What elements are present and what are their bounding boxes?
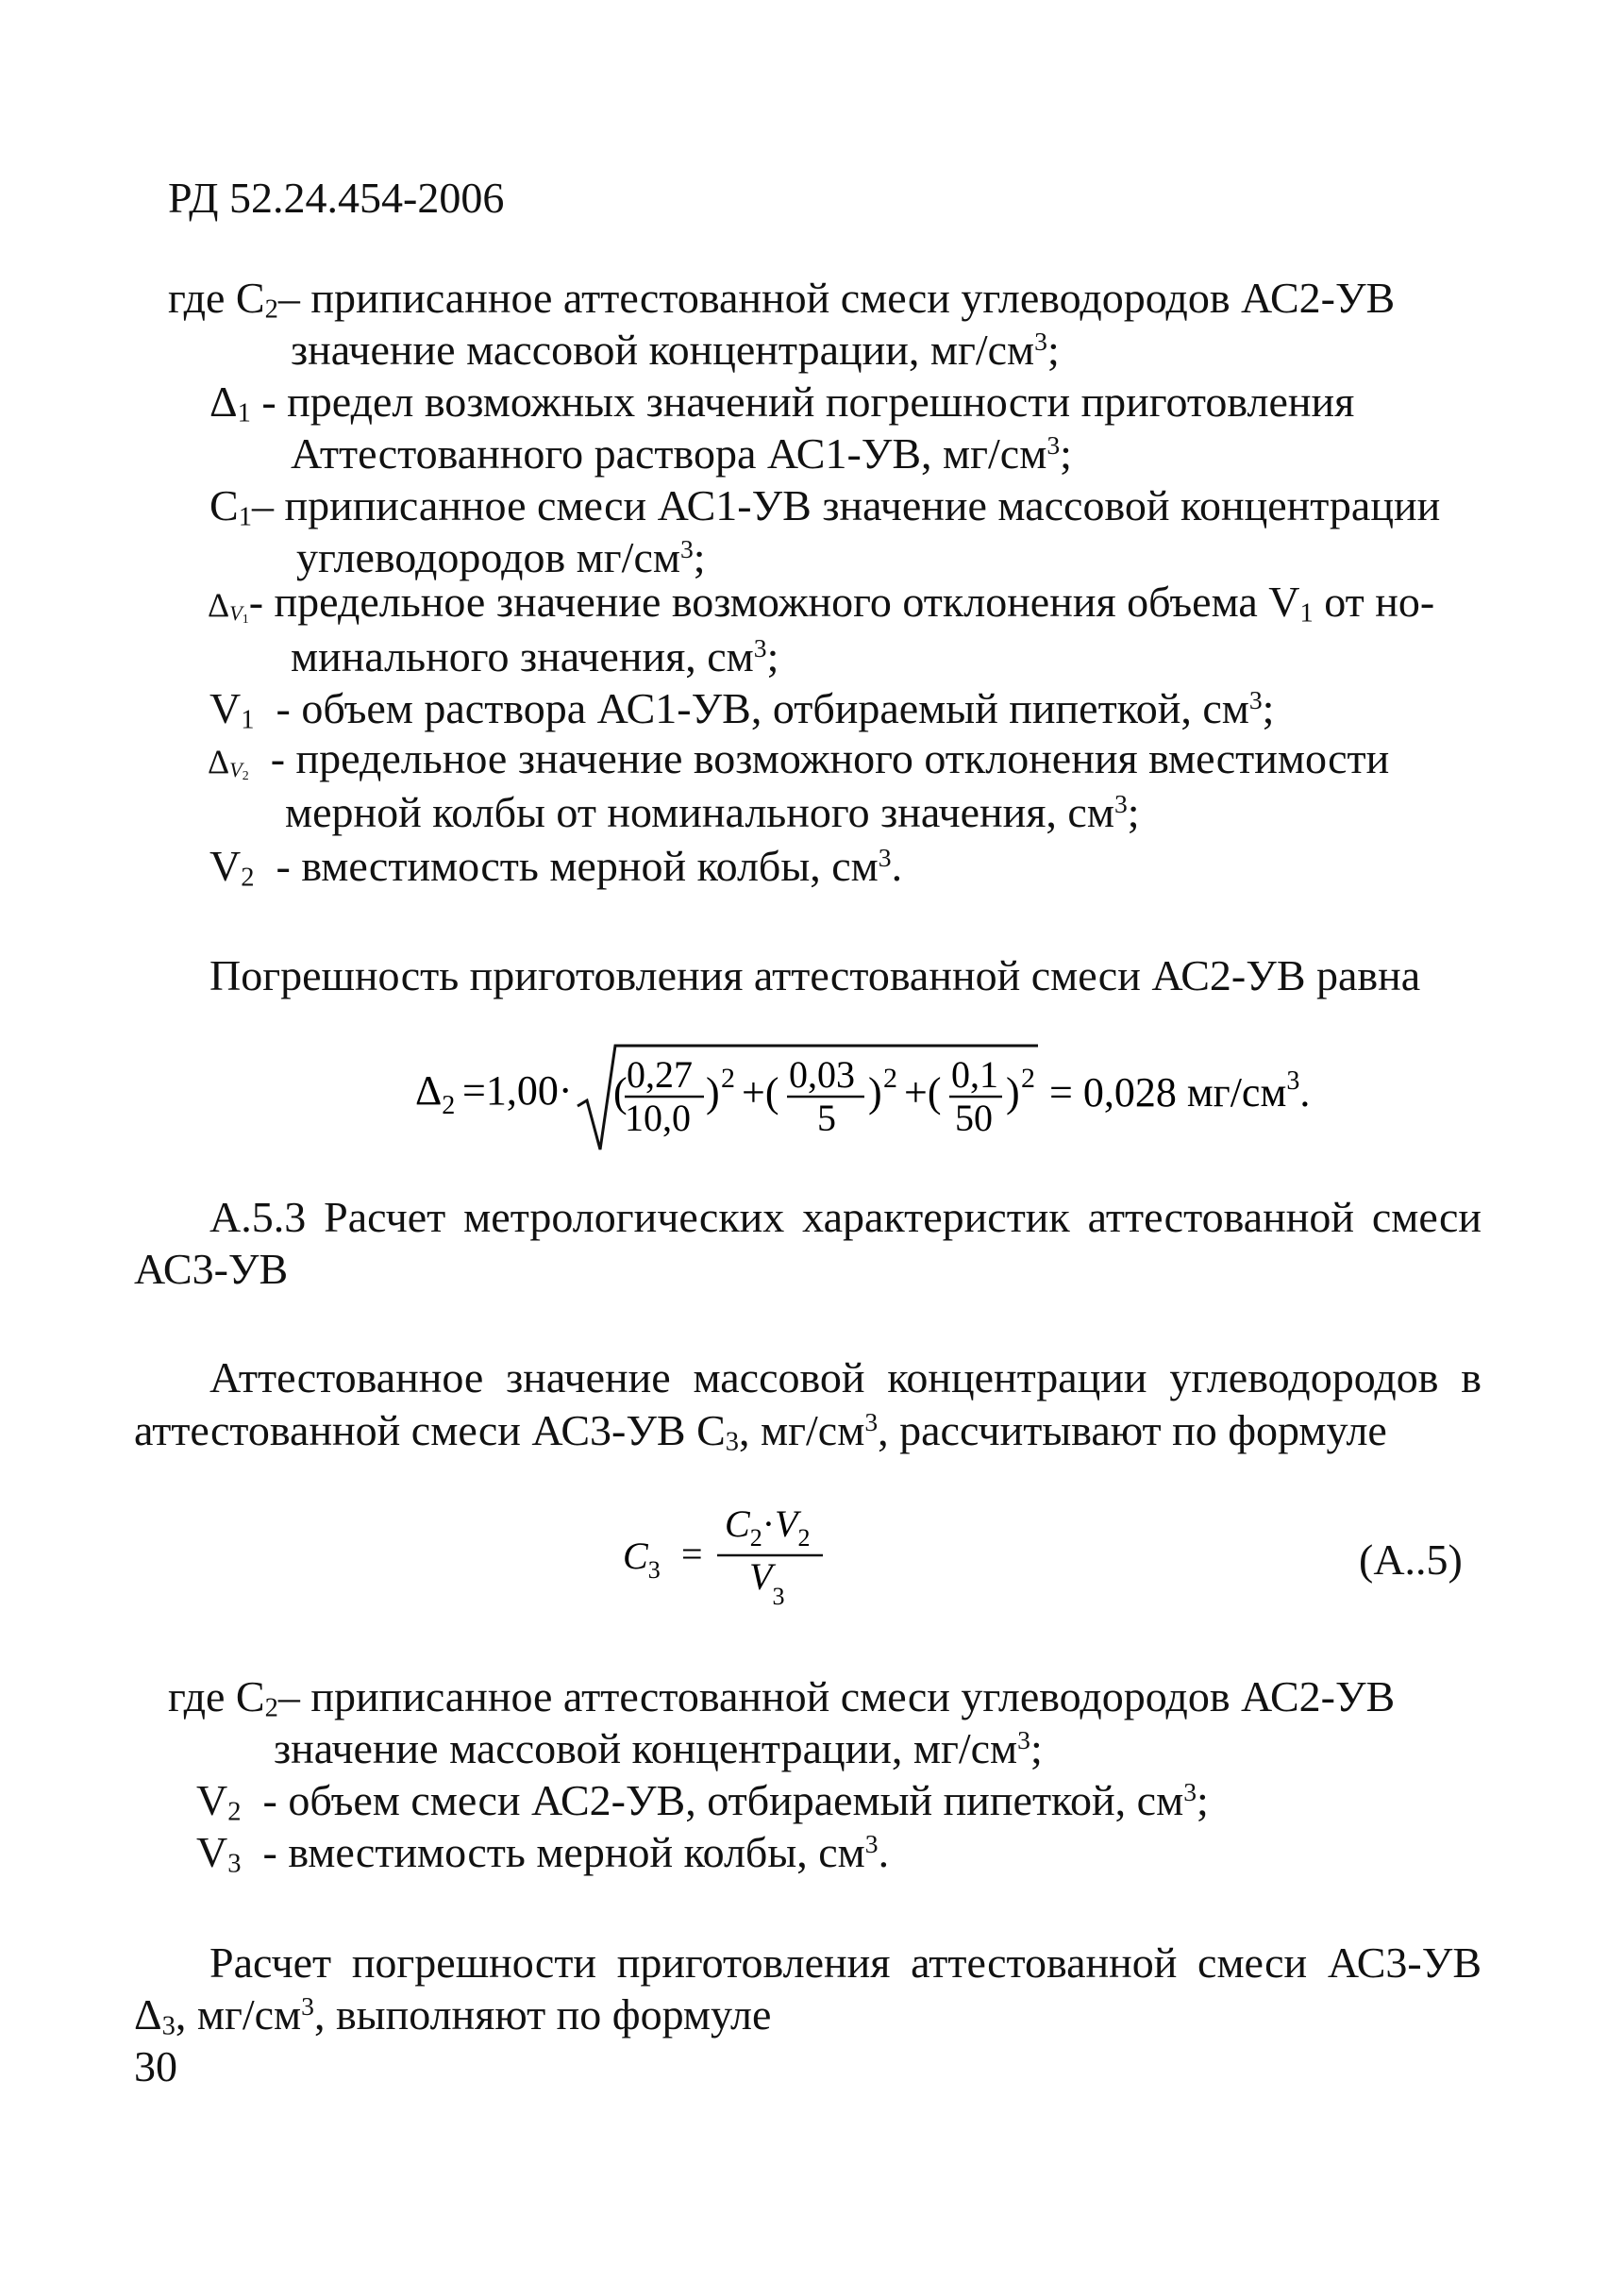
svg-text:+(: +(	[904, 1069, 942, 1116]
definition-delta-v2	[208, 732, 1389, 788]
term3-num: 0,1	[951, 1053, 998, 1096]
paragraph-c3-1: Аттестованное значение массовой концентрации углеводородов в	[209, 1353, 1482, 1401]
c1-symbol: $C_1$	[209, 481, 252, 532]
definition-v2	[209, 840, 902, 893]
v2-symbol: $V_2$	[209, 842, 255, 893]
delta-v2-symbol: $\Delta_{V_2}$	[208, 743, 249, 783]
term1-power: 2	[721, 1063, 735, 1094]
c2-symbol: $C_2$	[235, 274, 278, 325]
formula-c3-numerator: $C_2\cdot V_2$	[725, 1502, 811, 1552]
document-code: РД 52.24.454-2006	[168, 174, 505, 222]
c2-desc2-1: – приписанное аттестованной смеси углеводородов АС2-УВ	[277, 1672, 1396, 1720]
delta-v1-desc-2: минального значения, $см^3$;	[291, 632, 779, 680]
paragraph-error-a3-2: $\Delta_3$, $мг/см^3$, выполняют по формуле	[134, 1990, 772, 2041]
c2-symbol-2: $C_2$	[235, 1672, 278, 1723]
term1-den: 10,0	[625, 1097, 691, 1139]
paragraph-error-a2: Погрешность приготовления аттестованной смеси АС2-УВ равна	[209, 951, 1421, 999]
delta1-symbol: $\Delta_1$	[209, 378, 251, 428]
c2-desc-2: значение массовой концентрации, $мг/см^3$;	[291, 326, 1060, 374]
delta-v2-desc-2: мерной колбы от номинального значения, $см^3$;	[285, 788, 1140, 836]
c2-desc-1: – приписанное аттестованной смеси углеводородов АС2-УВ	[277, 274, 1396, 322]
term2-num: 0,03	[789, 1053, 855, 1096]
term3-den: 50	[955, 1097, 993, 1139]
svg-text:): )	[868, 1069, 882, 1116]
v2-symbol-2: $V_2$	[196, 1776, 242, 1827]
v2-desc-2: - объем смеси АС2-УВ, отбираемый пипеткой, $см^3$;	[262, 1776, 1209, 1824]
equation-number: (А..5)	[1359, 1535, 1463, 1584]
svg-text:): )	[706, 1069, 720, 1116]
where-label: где	[168, 274, 226, 322]
definition-v1	[209, 682, 1274, 735]
v1-desc: - объем раствора АС1-УВ, отбираемый пипеткой, $см^3$;	[276, 684, 1275, 732]
delta1-desc-2: Аттестованного раствора АС1-УВ, $мг/см^3$;	[291, 429, 1072, 478]
where-label-2: где	[168, 1672, 226, 1720]
page-number: 30	[134, 2042, 177, 2090]
delta-v1-desc-1: - предельное значение возможного отклонения объема $V_1$ от но-	[248, 578, 1435, 629]
definition2-v3	[196, 1826, 889, 1879]
formula-c3-eq: =	[681, 1533, 703, 1575]
definition-delta-v1	[208, 576, 1434, 631]
c1-desc-1: – приписанное смеси АС1-УВ значение массовой концентрации	[251, 481, 1441, 529]
term2-den: 5	[817, 1097, 836, 1139]
formula-delta2-result: = 0,028 $мг/см^3$.	[1049, 1066, 1311, 1116]
formula-c3-denominator: $V_3$	[749, 1555, 785, 1610]
definition2-c2	[168, 1670, 1395, 1723]
v3-symbol: $V_3$	[196, 1828, 242, 1879]
formula-c3	[623, 1501, 868, 1623]
c1-desc-2: углеводородов $мг/см^3$;	[296, 533, 706, 581]
definition-delta1	[209, 376, 1354, 428]
formula-delta2-coef: =1,00·	[462, 1067, 573, 1114]
term3-power: 2	[1021, 1063, 1035, 1094]
paragraph-error-a3-1: Расчет погрешности приготовления аттестованной смеси АС3-УВ	[209, 1938, 1482, 1987]
term2-power: 2	[883, 1063, 897, 1094]
formula-delta2	[415, 1029, 1378, 1161]
definition-c1	[209, 479, 1440, 532]
svg-text:+(: +(	[742, 1069, 779, 1116]
c2-desc2-2: значение массовой концентрации, $мг/см^3$;	[274, 1724, 1043, 1772]
formula-delta2-lhs: $\Delta_2$	[415, 1067, 456, 1120]
definition2-v2	[196, 1774, 1209, 1827]
paragraph-c3-2: аттестованной смеси АС3-УВ $С_3$, $мг/см^3$, рассчитывают по формуле	[134, 1406, 1387, 1457]
svg-text:): )	[1006, 1069, 1020, 1116]
definition-c2	[168, 272, 1395, 325]
term1-num: 0,27	[627, 1053, 693, 1096]
v2-desc: - вместимость мерной колбы, $см^3$.	[276, 842, 903, 890]
section-a53-title-2: АС3-УВ	[134, 1245, 289, 1293]
delta-v1-symbol: $\Delta_{V_1}$	[208, 586, 249, 627]
v3-desc: - вместимость мерной колбы, $см^3$.	[262, 1828, 890, 1876]
formula-c3-lhs: $C_3$	[623, 1535, 661, 1584]
section-a53-title-1: А.5.3 Расчет метрологических характеристик аттестованной смеси	[209, 1193, 1482, 1241]
delta-v2-desc-1: - предельное значение возможного отклонения вместимости	[270, 734, 1390, 782]
svg-text:(: (	[613, 1069, 628, 1116]
v1-symbol: $V_1$	[209, 684, 255, 735]
delta1-desc-1: - предел возможных значений погрешности приготовления	[261, 378, 1355, 426]
